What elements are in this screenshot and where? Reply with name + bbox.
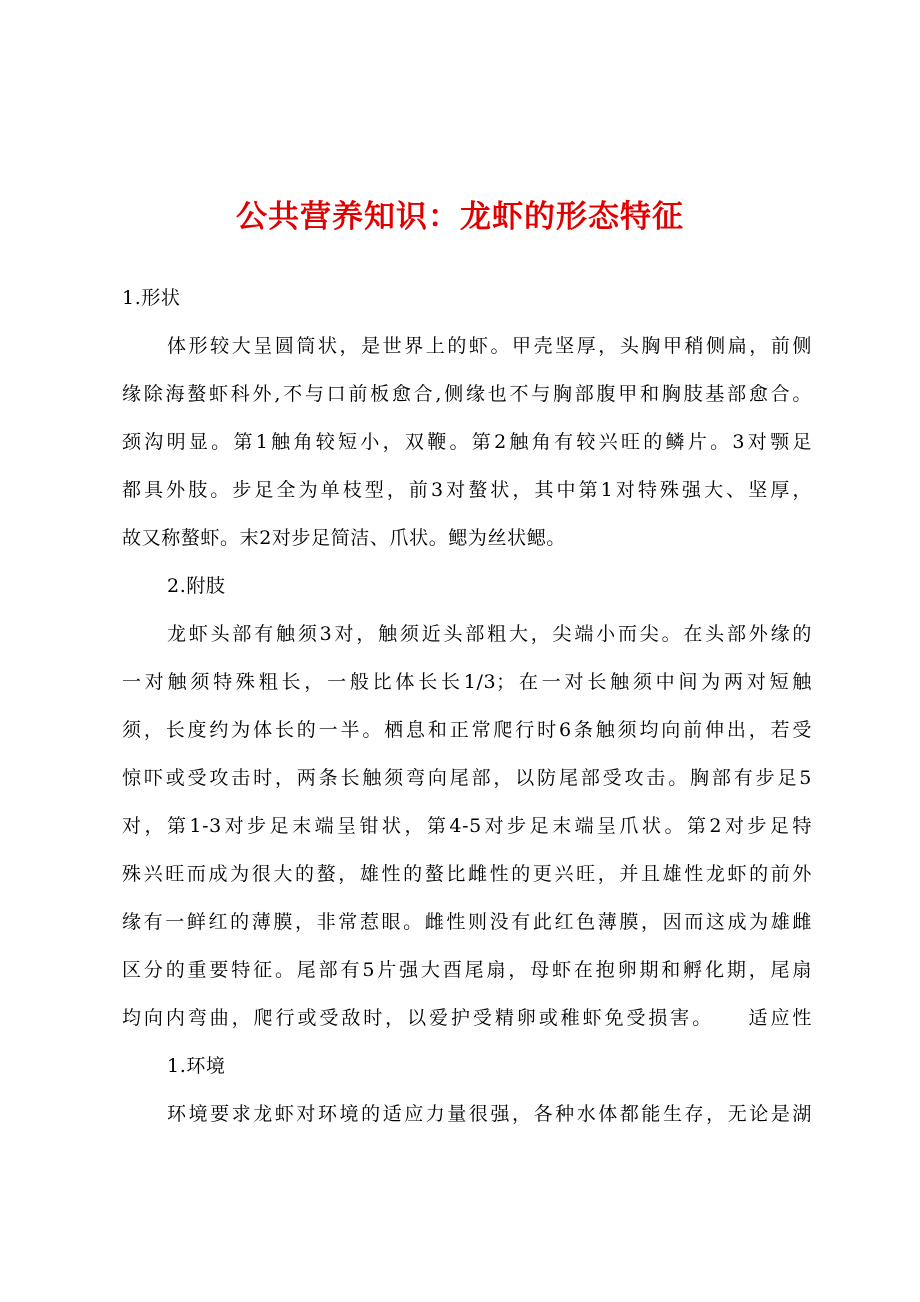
paragraph-line: 须，长度约为体长的一半。栖息和正常爬行时6条触须均向前伸出，若受 [122, 719, 812, 741]
paragraph-line: 区分的重要特征。尾部有5片强大酉尾扇，母虾在抱卵期和孵化期，尾扇 [122, 959, 812, 981]
paragraph-line: 体形较大呈圆筒状，是世界上的虾。甲壳坚厚，头胸甲稍侧扁，前侧 [167, 335, 812, 357]
paragraph-line: 都具外肢。步足全为单枝型，前3对螯状，其中第1对特殊强大、坚厚， [122, 479, 812, 501]
paragraph-line: 颈沟明显。第1触角较短小，双鞭。第2触角有较兴旺的鳞片。3对颚足 [122, 431, 812, 453]
paragraph-line: 环境要求龙虾对环境的适应力量很强，各种水体都能生存，无论是湖 [167, 1103, 812, 1125]
paragraph-line: 殊兴旺而成为很大的螯，雄性的螯比雌性的更兴旺，并且雄性龙虾的前外 [122, 863, 812, 885]
paragraph-line: 龙虾头部有触须3对，触须近头部粗大，尖端小而尖。在头部外缘的 [167, 623, 812, 645]
section-heading-appendages: 2.附肢 [167, 575, 226, 597]
paragraph-line: 故又称螯虾。末2对步足简洁、爪状。鳃为丝状鳃。 [122, 527, 566, 549]
paragraph-line: 一对触须特殊粗长，一般比体长长1/3；在一对长触须中间为两对短触 [122, 671, 812, 693]
paragraph-line: 对，第1-3对步足末端呈钳状，第4-5对步足末端呈爪状。第2对步足特 [122, 815, 812, 837]
document-title: 公共营养知识：龙虾的形态特征 [236, 199, 684, 235]
section-heading-environment: 1.环境 [167, 1055, 226, 1077]
section-heading-shape: 1.形状 [122, 287, 181, 309]
paragraph-line: 缘有一鲜红的薄膜，非常惹眼。雌性则没有此红色薄膜，因而这成为雄雌 [122, 911, 812, 933]
paragraph-line: 惊吓或受攻击时，两条长触须弯向尾部，以防尾部受攻击。胸部有步足5 [122, 767, 812, 789]
paragraph-line: 均向内弯曲，爬行或受敌时，以爱护受精卵或稚虾免受损害。 适应性 [122, 1007, 812, 1029]
paragraph-line: 缘除海螯虾科外,不与口前板愈合,侧缘也不与胸部腹甲和胸肢基部愈合。 [122, 383, 812, 405]
